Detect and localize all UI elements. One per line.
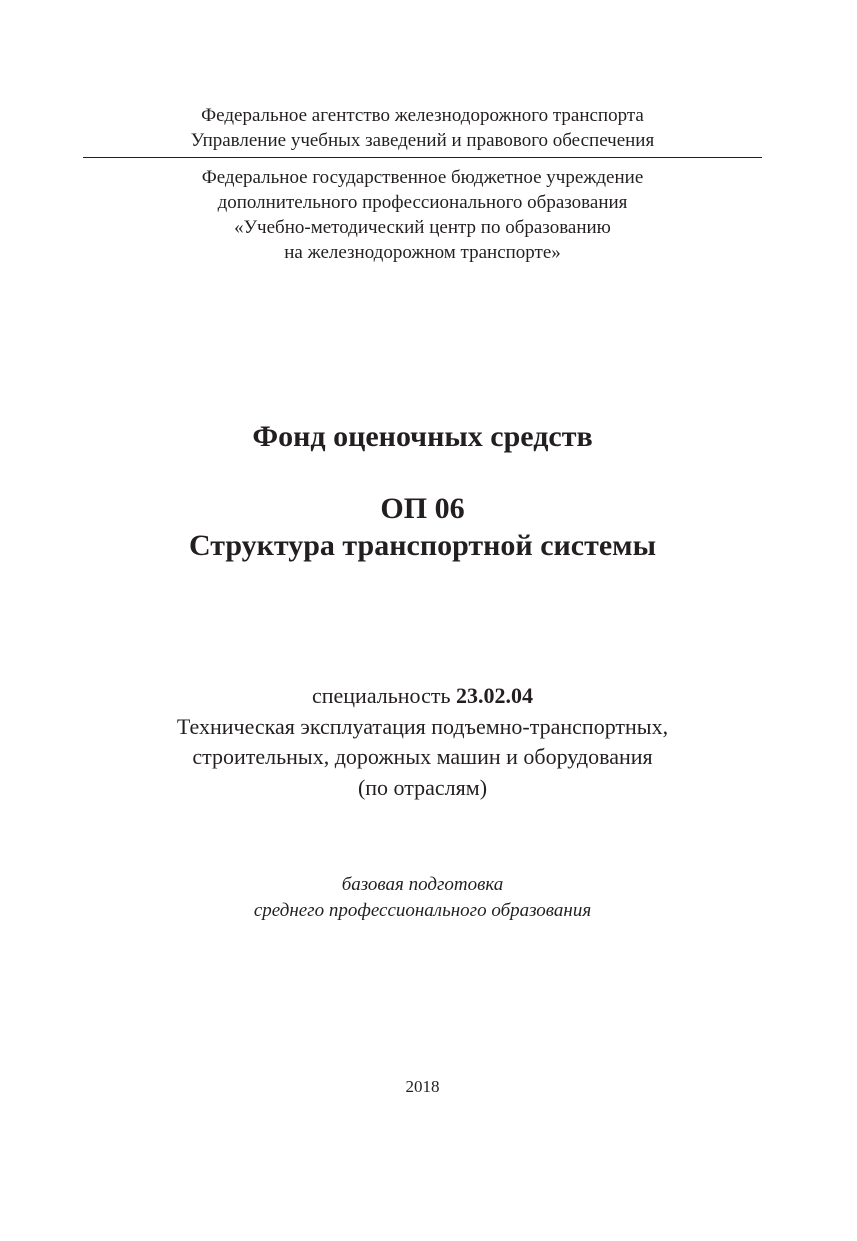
- organization-line: Федеральное государственное бюджетное учреждение: [201, 167, 644, 188]
- specialty-name-line: (по отраслям): [357, 775, 488, 800]
- discipline-code: ОП 06: [380, 492, 465, 525]
- agency-name: Федеральное агентство железнодорожного транспорта: [201, 105, 644, 126]
- organization-line: на железнодорожном транспорте»: [284, 242, 561, 263]
- specialty-label: специальность: [311, 683, 451, 708]
- specialty-name-line: строительных, дорожных машин и оборудования: [192, 744, 653, 769]
- header-divider: [83, 157, 762, 158]
- publication-year: 2018: [405, 1077, 440, 1096]
- organization-line: «Учебно-методический центр по образованию: [234, 217, 611, 238]
- document-title: Фонд оценочных средств: [252, 420, 593, 453]
- specialty-code: 23.02.04: [456, 683, 534, 708]
- specialty-line: [0, 685, 845, 707]
- specialty-name-line: Техническая эксплуатация подъемно-транспортных,: [176, 714, 669, 739]
- training-level-line: среднего профессионального образования: [253, 900, 592, 921]
- discipline-name: Структура транспортной системы: [188, 529, 657, 562]
- training-level-line: базовая подготовка: [341, 874, 504, 895]
- department-name: Управление учебных заведений и правового обеспечения: [190, 130, 655, 151]
- organization-line: дополнительного профессионального образования: [217, 192, 628, 213]
